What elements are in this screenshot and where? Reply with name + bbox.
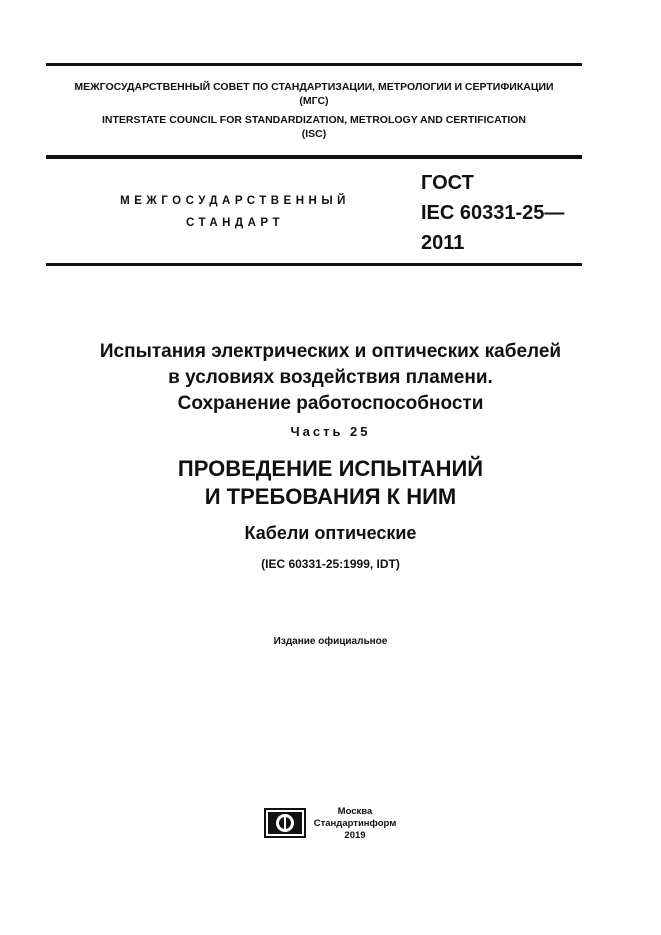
- title-line1: Испытания электрических и оптических кабелей: [99, 341, 562, 362]
- publisher-city: Москва: [337, 806, 373, 817]
- standard-type-line2: СТАНДАРТ: [186, 217, 284, 229]
- gost-line3: 2011: [421, 232, 465, 254]
- official-edition: Издание официальное: [273, 636, 388, 647]
- council-header: [46, 80, 582, 141]
- publisher-name: Стандартинформ: [313, 818, 397, 829]
- top-rule: [46, 63, 582, 66]
- council-name-ru: МЕЖГОСУДАРСТВЕННЫЙ СОВЕТ ПО СТАНДАРТИЗАЦИИ, МЕТРОЛОГИИ И СЕРТИФИКАЦИИ: [74, 81, 554, 93]
- council-name-en: INTERSTATE COUNCIL FOR STANDARDIZATION, METROLOGY AND CERTIFICATION: [101, 114, 527, 126]
- part-subtitle: Кабели оптические: [244, 523, 417, 543]
- council-rule: [46, 155, 582, 159]
- standard-type-label: [100, 190, 370, 234]
- title-line3: Сохранение работоспособности: [177, 393, 484, 414]
- publisher-block: [300, 806, 410, 842]
- part-title: [0, 455, 661, 511]
- gost-designation: [421, 168, 564, 258]
- designation-rule: [46, 263, 582, 266]
- title-line2: в условиях воздействия пламени.: [168, 367, 493, 388]
- council-abbr-ru: (МГС): [299, 95, 329, 107]
- gost-line2: IEC 60331-25—: [421, 202, 565, 224]
- standard-type-line1: МЕЖГОСУДАРСТВЕННЫЙ: [120, 195, 350, 207]
- document-title: [0, 339, 661, 417]
- part-number: Часть 25: [290, 424, 371, 439]
- part-title-line1: ПРОВЕДЕНИЕ ИСПЫТАНИЙ: [177, 456, 484, 481]
- council-abbr-en: (ISC): [301, 128, 327, 140]
- iec-reference: (IEC 60331-25:1999, IDT): [261, 557, 400, 571]
- part-title-line2: И ТРЕБОВАНИЯ К НИМ: [204, 484, 457, 509]
- publisher-year: 2019: [344, 830, 366, 841]
- gost-line1: ГОСТ: [421, 172, 474, 194]
